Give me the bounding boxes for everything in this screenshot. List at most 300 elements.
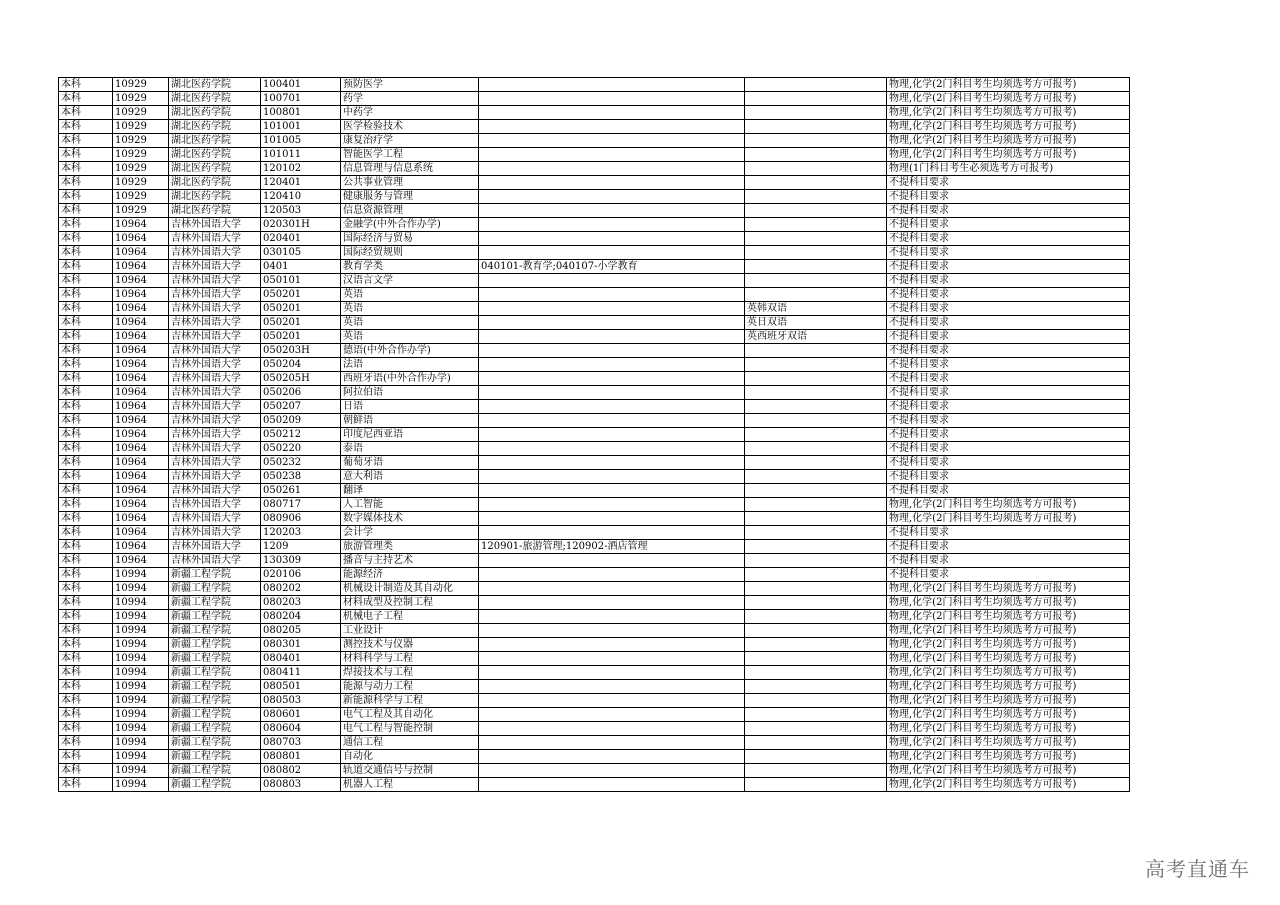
table-row (59, 428, 1130, 442)
level-cell: 本科 (59, 442, 113, 456)
major-name-cell: 焊接技术与工程 (341, 666, 479, 680)
remark-cell (745, 456, 887, 470)
subject-requirement-cell: 物理,化学(2门科目考生均须选考方可报考) (887, 638, 1130, 652)
remark-cell (745, 358, 887, 372)
included-majors-cell (479, 778, 745, 792)
major-code-cell: 120203 (261, 526, 341, 540)
level-cell: 本科 (59, 666, 113, 680)
major-code-cell: 120102 (261, 162, 341, 176)
table-row (59, 568, 1130, 582)
table-row (59, 666, 1130, 680)
table-row (59, 330, 1130, 344)
school-code-cell: 10994 (113, 722, 169, 736)
included-majors-cell (479, 680, 745, 694)
subject-requirement-cell: 不提科目要求 (887, 386, 1130, 400)
remark-cell (745, 652, 887, 666)
major-name-cell: 新能源科学与工程 (341, 694, 479, 708)
table-row (59, 582, 1130, 596)
major-name-cell: 英语 (341, 288, 479, 302)
table-row (59, 470, 1130, 484)
major-name-cell: 汉语言文学 (341, 274, 479, 288)
level-cell: 本科 (59, 554, 113, 568)
remark-cell (745, 148, 887, 162)
table-row (59, 414, 1130, 428)
table-row (59, 596, 1130, 610)
included-majors-cell (479, 288, 745, 302)
table-row (59, 260, 1130, 274)
remark-cell (745, 92, 887, 106)
school-code-cell: 10964 (113, 316, 169, 330)
school-code-cell: 10994 (113, 708, 169, 722)
school-name-cell: 湖北医药学院 (169, 92, 261, 106)
included-majors-cell (479, 568, 745, 582)
major-name-cell: 电气工程与智能控制 (341, 722, 479, 736)
level-cell: 本科 (59, 372, 113, 386)
remark-cell (745, 414, 887, 428)
subject-requirement-cell: 不提科目要求 (887, 190, 1130, 204)
subject-requirement-cell: 不提科目要求 (887, 540, 1130, 554)
school-name-cell: 新疆工程学院 (169, 568, 261, 582)
included-majors-cell (479, 274, 745, 288)
major-name-cell: 药学 (341, 92, 479, 106)
table-row (59, 736, 1130, 750)
major-name-cell: 机械设计制造及其自动化 (341, 582, 479, 596)
school-name-cell: 吉林外国语大学 (169, 302, 261, 316)
subject-requirement-cell: 不提科目要求 (887, 176, 1130, 190)
level-cell: 本科 (59, 694, 113, 708)
table-row (59, 442, 1130, 456)
included-majors-cell (479, 750, 745, 764)
school-name-cell: 吉林外国语大学 (169, 246, 261, 260)
included-majors-cell (479, 624, 745, 638)
subject-requirement-cell: 不提科目要求 (887, 274, 1130, 288)
major-code-cell: 050205H (261, 372, 341, 386)
school-code-cell: 10964 (113, 246, 169, 260)
school-code-cell: 10964 (113, 512, 169, 526)
major-name-cell: 法语 (341, 358, 479, 372)
level-cell: 本科 (59, 260, 113, 274)
school-code-cell: 10994 (113, 694, 169, 708)
table-row (59, 750, 1130, 764)
school-name-cell: 吉林外国语大学 (169, 428, 261, 442)
subject-requirement-cell: 物理,化学(2门科目考生均须选考方可报考) (887, 624, 1130, 638)
level-cell: 本科 (59, 428, 113, 442)
subject-requirement-cell: 物理,化学(2门科目考生均须选考方可报考) (887, 134, 1130, 148)
table-row (59, 232, 1130, 246)
subject-requirement-cell: 不提科目要求 (887, 554, 1130, 568)
school-code-cell: 10964 (113, 386, 169, 400)
subject-requirement-cell: 不提科目要求 (887, 204, 1130, 218)
school-name-cell: 新疆工程学院 (169, 666, 261, 680)
major-code-cell: 101011 (261, 148, 341, 162)
remark-cell (745, 778, 887, 792)
remark-cell (745, 484, 887, 498)
subject-requirement-cell: 物理(1门科目考生必须选考方可报考) (887, 162, 1130, 176)
school-name-cell: 新疆工程学院 (169, 764, 261, 778)
table-row (59, 176, 1130, 190)
table-row (59, 344, 1130, 358)
major-code-cell: 120401 (261, 176, 341, 190)
level-cell: 本科 (59, 190, 113, 204)
major-code-cell: 080411 (261, 666, 341, 680)
table-row (59, 204, 1130, 218)
subject-requirement-cell: 物理,化学(2门科目考生均须选考方可报考) (887, 764, 1130, 778)
major-code-cell: 1209 (261, 540, 341, 554)
level-cell: 本科 (59, 610, 113, 624)
school-code-cell: 10994 (113, 750, 169, 764)
table-row (59, 456, 1130, 470)
remark-cell (745, 372, 887, 386)
subject-requirement-cell: 不提科目要求 (887, 288, 1130, 302)
remark-cell: 英韩双语 (745, 302, 887, 316)
included-majors-cell (479, 176, 745, 190)
remark-cell (745, 190, 887, 204)
major-name-cell: 公共事业管理 (341, 176, 479, 190)
school-name-cell: 吉林外国语大学 (169, 232, 261, 246)
included-majors-cell (479, 498, 745, 512)
table-row (59, 274, 1130, 288)
major-code-cell: 080803 (261, 778, 341, 792)
school-code-cell: 10964 (113, 302, 169, 316)
level-cell: 本科 (59, 330, 113, 344)
level-cell: 本科 (59, 134, 113, 148)
table-row (59, 484, 1130, 498)
level-cell: 本科 (59, 400, 113, 414)
school-name-cell: 新疆工程学院 (169, 582, 261, 596)
included-majors-cell (479, 526, 745, 540)
subject-requirement-cell: 物理,化学(2门科目考生均须选考方可报考) (887, 92, 1130, 106)
school-code-cell: 10964 (113, 232, 169, 246)
level-cell: 本科 (59, 764, 113, 778)
subject-requirement-cell: 不提科目要求 (887, 442, 1130, 456)
major-name-cell: 翻译 (341, 484, 479, 498)
school-code-cell: 10964 (113, 260, 169, 274)
included-majors-cell (479, 442, 745, 456)
major-code-cell: 020106 (261, 568, 341, 582)
major-code-cell: 050203H (261, 344, 341, 358)
table-row (59, 624, 1130, 638)
school-name-cell: 吉林外国语大学 (169, 470, 261, 484)
school-name-cell: 新疆工程学院 (169, 778, 261, 792)
subject-requirement-cell: 不提科目要求 (887, 232, 1130, 246)
school-name-cell: 吉林外国语大学 (169, 498, 261, 512)
school-name-cell: 湖北医药学院 (169, 148, 261, 162)
major-code-cell: 050232 (261, 456, 341, 470)
major-name-cell: 中药学 (341, 106, 479, 120)
school-code-cell: 10964 (113, 330, 169, 344)
included-majors-cell (479, 106, 745, 120)
subject-requirement-cell: 不提科目要求 (887, 302, 1130, 316)
major-code-cell: 080802 (261, 764, 341, 778)
major-name-cell: 测控技术与仪器 (341, 638, 479, 652)
major-code-cell: 030105 (261, 246, 341, 260)
school-code-cell: 10964 (113, 400, 169, 414)
school-name-cell: 吉林外国语大学 (169, 218, 261, 232)
remark-cell (745, 624, 887, 638)
level-cell: 本科 (59, 456, 113, 470)
major-name-cell: 轨道交通信号与控制 (341, 764, 479, 778)
remark-cell (745, 736, 887, 750)
subject-requirement-cell: 不提科目要求 (887, 470, 1130, 484)
school-name-cell: 新疆工程学院 (169, 750, 261, 764)
school-code-cell: 10964 (113, 540, 169, 554)
table-row (59, 498, 1130, 512)
school-name-cell: 新疆工程学院 (169, 624, 261, 638)
level-cell: 本科 (59, 750, 113, 764)
table-row (59, 764, 1130, 778)
major-name-cell: 泰语 (341, 442, 479, 456)
school-code-cell: 10994 (113, 778, 169, 792)
major-code-cell: 101001 (261, 120, 341, 134)
remark-cell (745, 204, 887, 218)
level-cell: 本科 (59, 708, 113, 722)
major-code-cell: 080401 (261, 652, 341, 666)
remark-cell (745, 288, 887, 302)
school-name-cell: 新疆工程学院 (169, 680, 261, 694)
remark-cell (745, 540, 887, 554)
table-row (59, 652, 1130, 666)
included-majors-cell (479, 204, 745, 218)
major-code-cell: 080203 (261, 596, 341, 610)
school-name-cell: 新疆工程学院 (169, 736, 261, 750)
major-code-cell: 120410 (261, 190, 341, 204)
school-name-cell: 吉林外国语大学 (169, 372, 261, 386)
subject-requirement-cell: 不提科目要求 (887, 414, 1130, 428)
major-name-cell: 自动化 (341, 750, 479, 764)
level-cell: 本科 (59, 582, 113, 596)
remark-cell (745, 400, 887, 414)
table-row (59, 162, 1130, 176)
school-code-cell: 10929 (113, 106, 169, 120)
major-name-cell: 能源经济 (341, 568, 479, 582)
subject-requirement-cell: 物理,化学(2门科目考生均须选考方可报考) (887, 148, 1130, 162)
remark-cell (745, 512, 887, 526)
table-row (59, 372, 1130, 386)
included-majors-cell (479, 372, 745, 386)
major-code-cell: 050238 (261, 470, 341, 484)
included-majors-cell (479, 218, 745, 232)
table-row (59, 246, 1130, 260)
school-name-cell: 湖北医药学院 (169, 134, 261, 148)
level-cell: 本科 (59, 358, 113, 372)
remark-cell (745, 106, 887, 120)
level-cell: 本科 (59, 722, 113, 736)
remark-cell (745, 610, 887, 624)
level-cell: 本科 (59, 512, 113, 526)
major-name-cell: 健康服务与管理 (341, 190, 479, 204)
included-majors-cell (479, 190, 745, 204)
table-row (59, 638, 1130, 652)
school-code-cell: 10964 (113, 498, 169, 512)
level-cell: 本科 (59, 778, 113, 792)
school-name-cell: 吉林外国语大学 (169, 330, 261, 344)
school-name-cell: 新疆工程学院 (169, 638, 261, 652)
major-code-cell: 080906 (261, 512, 341, 526)
major-name-cell: 阿拉伯语 (341, 386, 479, 400)
remark-cell (745, 78, 887, 92)
major-code-cell: 100801 (261, 106, 341, 120)
remark-cell: 英西班牙双语 (745, 330, 887, 344)
major-code-cell: 080204 (261, 610, 341, 624)
subject-requirement-cell: 不提科目要求 (887, 218, 1130, 232)
school-name-cell: 新疆工程学院 (169, 722, 261, 736)
remark-cell (745, 596, 887, 610)
table-row (59, 78, 1130, 92)
major-name-cell: 数字媒体技术 (341, 512, 479, 526)
school-code-cell: 10929 (113, 120, 169, 134)
included-majors-cell (479, 764, 745, 778)
level-cell: 本科 (59, 78, 113, 92)
remark-cell (745, 694, 887, 708)
included-majors-cell (479, 652, 745, 666)
school-code-cell: 10929 (113, 92, 169, 106)
school-name-cell: 新疆工程学院 (169, 596, 261, 610)
school-name-cell: 新疆工程学院 (169, 694, 261, 708)
included-majors-cell (479, 484, 745, 498)
major-name-cell: 智能医学工程 (341, 148, 479, 162)
school-name-cell: 吉林外国语大学 (169, 554, 261, 568)
included-majors-cell (479, 554, 745, 568)
school-name-cell: 湖北医药学院 (169, 162, 261, 176)
remark-cell (745, 120, 887, 134)
major-code-cell: 080205 (261, 624, 341, 638)
major-code-cell: 080202 (261, 582, 341, 596)
remark-cell (745, 442, 887, 456)
school-code-cell: 10929 (113, 78, 169, 92)
remark-cell (745, 260, 887, 274)
subject-requirement-cell: 物理,化学(2门科目考生均须选考方可报考) (887, 680, 1130, 694)
subject-requirement-cell: 不提科目要求 (887, 428, 1130, 442)
school-name-cell: 吉林外国语大学 (169, 260, 261, 274)
school-name-cell: 吉林外国语大学 (169, 358, 261, 372)
school-name-cell: 吉林外国语大学 (169, 540, 261, 554)
subject-requirement-cell: 不提科目要求 (887, 316, 1130, 330)
subject-requirement-cell: 不提科目要求 (887, 400, 1130, 414)
included-majors-cell (479, 414, 745, 428)
remark-cell (745, 246, 887, 260)
subject-requirement-cell: 物理,化学(2门科目考生均须选考方可报考) (887, 694, 1130, 708)
subject-requirement-cell: 不提科目要求 (887, 344, 1130, 358)
major-code-cell: 050207 (261, 400, 341, 414)
major-code-cell: 050220 (261, 442, 341, 456)
school-code-cell: 10964 (113, 358, 169, 372)
major-code-cell: 080604 (261, 722, 341, 736)
school-code-cell: 10964 (113, 484, 169, 498)
table-row (59, 316, 1130, 330)
subject-requirement-cell: 不提科目要求 (887, 330, 1130, 344)
major-code-cell: 080501 (261, 680, 341, 694)
major-name-cell: 旅游管理类 (341, 540, 479, 554)
level-cell: 本科 (59, 624, 113, 638)
level-cell: 本科 (59, 414, 113, 428)
table-row (59, 708, 1130, 722)
level-cell: 本科 (59, 344, 113, 358)
major-code-cell: 050201 (261, 288, 341, 302)
watermark-text: 高考直通车 (1145, 857, 1250, 881)
major-name-cell: 工业设计 (341, 624, 479, 638)
table-row (59, 288, 1130, 302)
major-name-cell: 信息管理与信息系统 (341, 162, 479, 176)
major-name-cell: 医学检验技术 (341, 120, 479, 134)
remark-cell (745, 750, 887, 764)
school-code-cell: 10994 (113, 680, 169, 694)
included-majors-cell (479, 330, 745, 344)
major-name-cell: 会计学 (341, 526, 479, 540)
remark-cell (745, 498, 887, 512)
remark-cell (745, 764, 887, 778)
remark-cell (745, 162, 887, 176)
level-cell: 本科 (59, 92, 113, 106)
school-code-cell: 10964 (113, 526, 169, 540)
subject-requirement-cell: 不提科目要求 (887, 260, 1130, 274)
included-majors-cell (479, 582, 745, 596)
remark-cell (745, 344, 887, 358)
major-code-cell: 101005 (261, 134, 341, 148)
school-name-cell: 湖北医药学院 (169, 204, 261, 218)
school-name-cell: 新疆工程学院 (169, 652, 261, 666)
subject-requirement-cell: 物理,化学(2门科目考生均须选考方可报考) (887, 708, 1130, 722)
school-name-cell: 吉林外国语大学 (169, 484, 261, 498)
major-name-cell: 葡萄牙语 (341, 456, 479, 470)
major-code-cell: 050201 (261, 316, 341, 330)
school-code-cell: 10929 (113, 190, 169, 204)
level-cell: 本科 (59, 484, 113, 498)
level-cell: 本科 (59, 148, 113, 162)
school-name-cell: 新疆工程学院 (169, 610, 261, 624)
major-name-cell: 机械电子工程 (341, 610, 479, 624)
table-row (59, 106, 1130, 120)
major-code-cell: 080301 (261, 638, 341, 652)
school-name-cell: 吉林外国语大学 (169, 414, 261, 428)
remark-cell (745, 722, 887, 736)
school-name-cell: 吉林外国语大学 (169, 400, 261, 414)
table-row (59, 722, 1130, 736)
major-name-cell: 英语 (341, 316, 479, 330)
subject-requirement-cell: 物理,化学(2门科目考生均须选考方可报考) (887, 498, 1130, 512)
subject-requirement-cell: 不提科目要求 (887, 358, 1130, 372)
remark-cell (745, 526, 887, 540)
major-code-cell: 050209 (261, 414, 341, 428)
level-cell: 本科 (59, 526, 113, 540)
school-code-cell: 10929 (113, 176, 169, 190)
school-name-cell: 吉林外国语大学 (169, 512, 261, 526)
subject-requirement-cell: 物理,化学(2门科目考生均须选考方可报考) (887, 722, 1130, 736)
school-code-cell: 10994 (113, 764, 169, 778)
school-name-cell: 吉林外国语大学 (169, 456, 261, 470)
remark-cell (745, 232, 887, 246)
included-majors-cell (479, 232, 745, 246)
school-code-cell: 10994 (113, 638, 169, 652)
subject-requirement-cell: 物理,化学(2门科目考生均须选考方可报考) (887, 778, 1130, 792)
remark-cell (745, 680, 887, 694)
major-name-cell: 朝鲜语 (341, 414, 479, 428)
school-name-cell: 吉林外国语大学 (169, 442, 261, 456)
major-name-cell: 教育学类 (341, 260, 479, 274)
major-code-cell: 080503 (261, 694, 341, 708)
level-cell: 本科 (59, 596, 113, 610)
level-cell: 本科 (59, 638, 113, 652)
included-majors-cell (479, 722, 745, 736)
school-code-cell: 10964 (113, 372, 169, 386)
level-cell: 本科 (59, 568, 113, 582)
school-code-cell: 10964 (113, 456, 169, 470)
level-cell: 本科 (59, 316, 113, 330)
major-name-cell: 材料成型及控制工程 (341, 596, 479, 610)
school-code-cell: 10929 (113, 134, 169, 148)
subject-requirement-cell: 不提科目要求 (887, 568, 1130, 582)
major-code-cell: 050212 (261, 428, 341, 442)
subject-requirement-cell: 物理,化学(2门科目考生均须选考方可报考) (887, 106, 1130, 120)
